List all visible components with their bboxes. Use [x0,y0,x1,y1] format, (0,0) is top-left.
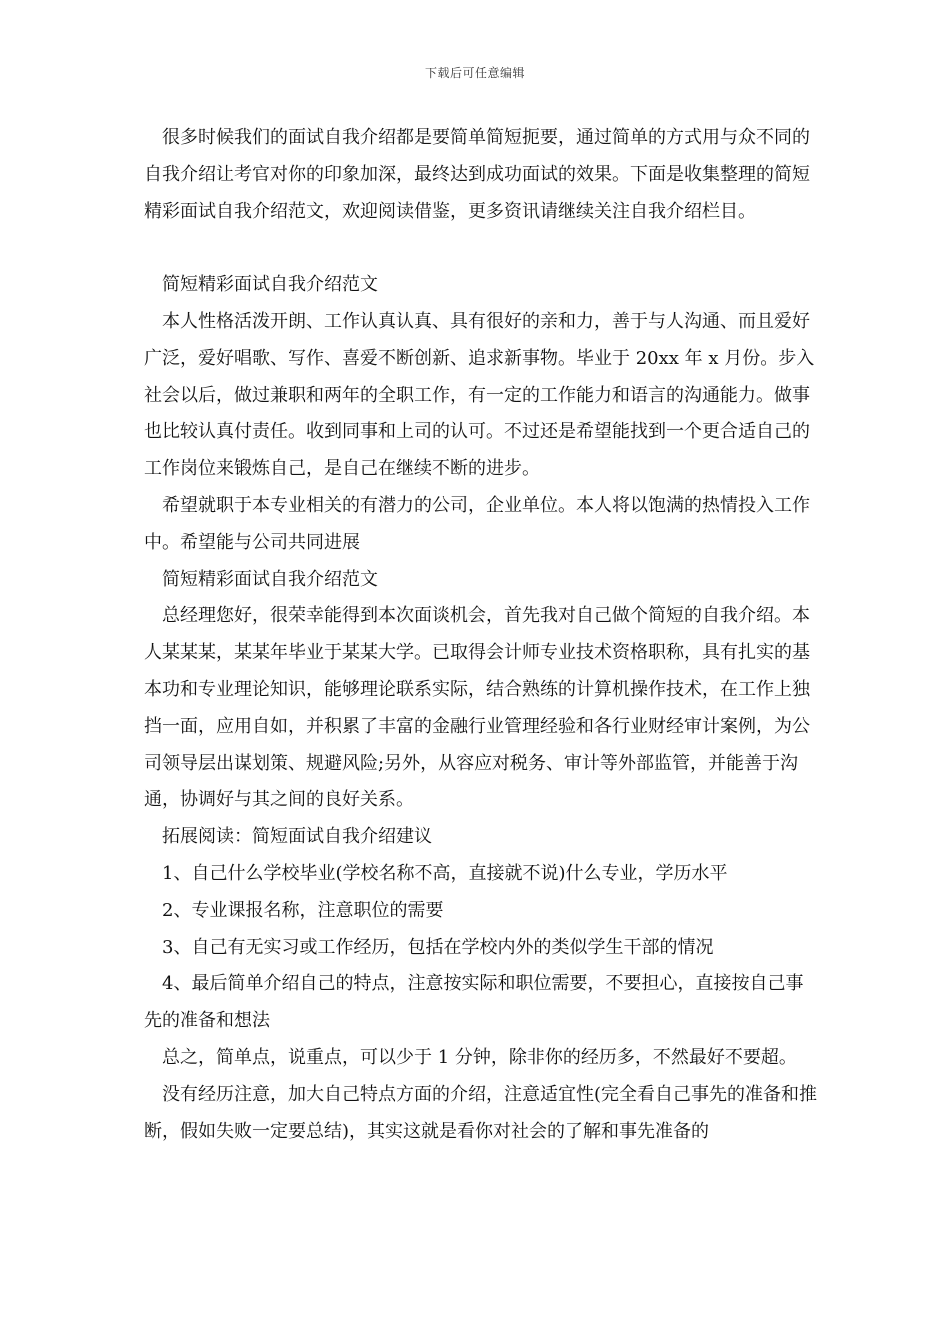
body-paragraph: 总之，简单点，说重点，可以少于 1 分钟，除非你的经历多，不然最好不要超。 [162,1046,797,1068]
blank-line [144,230,820,267]
body-paragraph: 总经理您好，很荣幸能得到本次面谈机会，首先我对自己做个简短的自我介绍。本人某某某，某某年毕业于某某大学。已取得会计师专业技术资格职称，具有扎实的基本功和专业理论知识，能够理论联系实际，结合熟练的计算机操作技术，在工作上独挡一面，应用自如，并积累了丰富的金融行业管理经验和各行业财经审计案例，为公司领导层出谋划策、规避风险;另外，从容应对税务、审计等外部监管，并能善于沟通，协调好与其之间的良好关系。 [144,605,810,811]
page-header: 下载后可任意编辑 [424,66,525,80]
section-heading: 简短精彩面试自我介绍范文 [162,568,378,590]
list-item: 3、自己有无实习或工作经历，包括在学校内外的类似学生干部的情况 [162,936,714,958]
document-body [144,120,820,1150]
body-paragraph: 希望就职于本专业相关的有潜力的公司，企业单位。本人将以饱满的热情投入工作中。希望能与公司共同进展 [144,494,810,553]
list-item: 4、最后简单介绍自己的特点，注意按实际和职位需要，不要担心，直接按自己事先的准备和想法 [144,973,804,1032]
body-paragraph: 本人性格活泼开朗、工作认真认真、具有很好的亲和力，善于与人沟通、而且爱好广泛，爱好唱歌、写作、喜爱不断创新、追求新事物。毕业于 20xx 年 x 月份。步入社会以后，做过兼职和两年的全职工作，有一定的工作能力和语言的沟通能力。做事也比较认真付责任。收到同事和上司的认可。不过还是希望能找到一个更合适自己的工作岗位来锻炼自己，是自己在继续不断的进步。 [144,310,815,480]
list-item: 1、自己什么学校毕业(学校名称不高，直接就不说)什么专业，学历水平 [162,862,728,884]
section-heading: 简短精彩面试自我介绍范文 [162,274,378,296]
body-paragraph: 没有经历注意，加大自己特点方面的介绍，注意适宜性(完全看自己事先的准备和推断，假如失败一定要总结)，其实这就是看你对社会的了解和事先准备的 [144,1083,818,1142]
section-heading: 拓展阅读：简短面试自我介绍建议 [162,826,432,848]
list-item: 2、专业课报名称，注意职位的需要 [162,899,444,921]
intro-paragraph: 很多时候我们的面试自我介绍都是要简单简短扼要，通过简单的方式用与众不同的自我介绍让考官对你的印象加深，最终达到成功面试的效果。下面是收集整理的简短精彩面试自我介绍范文，欢迎阅读借鉴，更多资讯请继续关注自我介绍栏目。 [144,127,810,222]
